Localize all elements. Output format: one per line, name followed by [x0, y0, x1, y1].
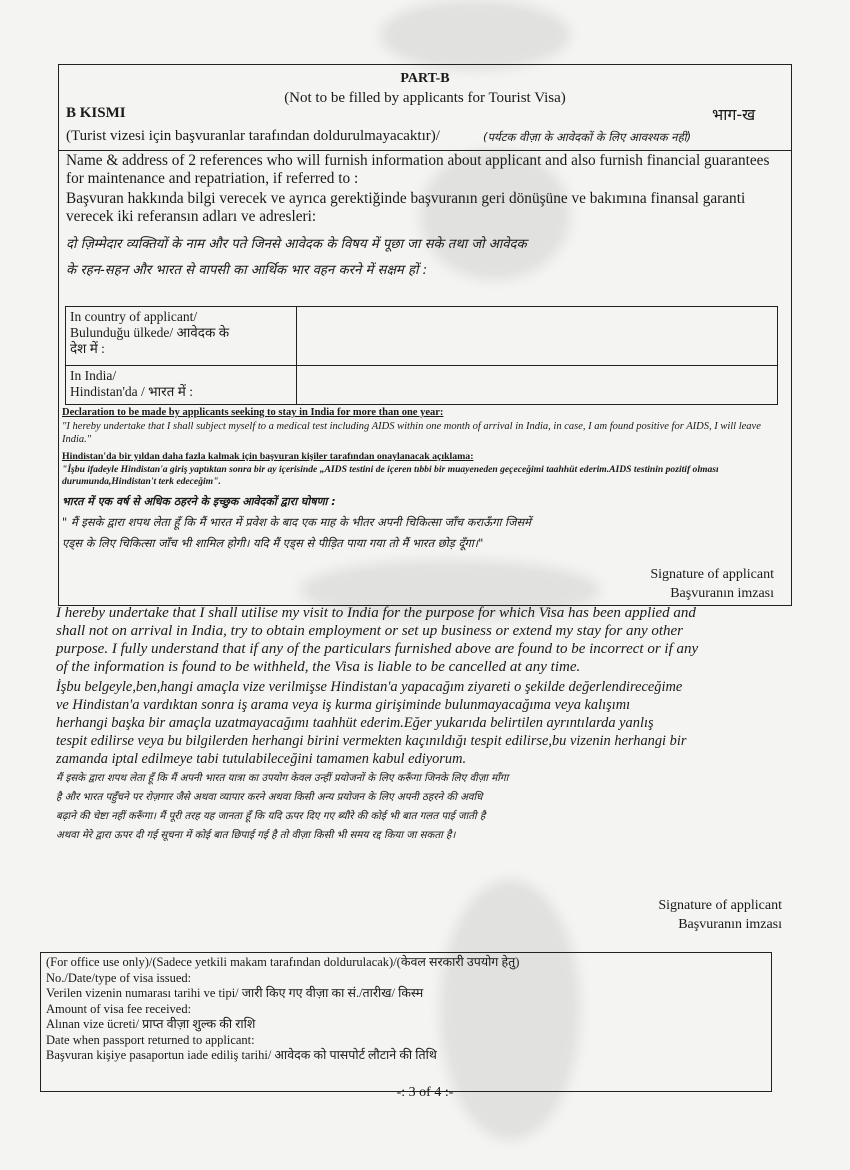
office-visa-fee-label-en: Amount of visa fee received:: [46, 1001, 192, 1016]
part-subtitle-tr: (Turist vizesi için başvuranlar tarafından doldurulmayacaktır)/: [66, 128, 440, 144]
undertaking-hi-line: बढ़ाने की चेष्टा नहीं करूँगा। मैं पूरी तरह यह जानता हूँ कि यदि ऊपर दिए गए ब्यौरे की कोई भी बात गलत पाई जाती है: [56, 811, 486, 822]
reference-value-india[interactable]: [297, 366, 778, 405]
reference-label-home-country: [66, 307, 297, 366]
office-passport-return-label-tr: Başvuran kişiye pasaportun iade ediliş tarihi/ आवेदक को पासपोर्ट लौटाने की तिथि: [46, 1048, 437, 1062]
header-divider: [58, 150, 792, 151]
references-table: [65, 306, 778, 405]
declaration-text-en: "I hereby undertake that I shall subject myself to a medical test including AIDS within one month of arrival in India, in case, I am found positive for AIDS, I will leave India.": [62, 421, 761, 445]
references-intro-en: Name & address of 2 references who will furnish information about applicant and also furnish financial guarantees for maintenance and repatriation, if referred to :: [66, 152, 770, 187]
office-use-heading: (For office use only)/(Sadece yetkili makam tarafından doldurulacak)/(केवल सरकारी उपयोग हेतु): [46, 955, 520, 969]
undertaking-en-line: purpose. I fully understand that if any of the particulars furnished above are found to be incorrect or if any: [56, 641, 699, 657]
undertaking-tr-line: zamanda iptal edilmeye tabi tutulabileceğini tamamen kabul ediyorum.: [56, 751, 467, 767]
undertaking-en-line: I hereby undertake that I shall utilise my visit to India for the purpose for which Visa has been applied and: [56, 605, 696, 621]
part-subtitle-en: (Not to be filled by applicants for Tourist Visa): [284, 90, 566, 106]
part-subtitle-hi: (पर्यटक वीज़ा के आवेदकों के लिए आवश्यक नहीं): [483, 130, 692, 144]
references-intro-hi-1: दो ज़िम्मेदार व्यक्तियों के नाम और पते जिनसे आवेदक के विषय में पूछा जा सके तथा जो आवेदक: [66, 237, 527, 252]
office-visa-fee-label-tr: Alınan vize ücreti/ प्राप्त वीज़ा शुल्क की राशि: [46, 1017, 256, 1031]
declaration-signature-label-en: Signature of applicant: [650, 567, 774, 582]
declaration-text-tr: "İşbu ifadeyle Hindistan'a giriş yaptıktan sonra bir ay içerisinde „AIDS testini de içeren tıbbi bir muayeneden geçeceğimi taahhüt ederim.AIDS testinin pozitif olması durumunda,Hindistan't terk edeceğim".: [62, 464, 719, 487]
undertaking-tr-line: ve Hindistan'a vardıktan sonra iş arama veya iş kurma girişiminde bulunmayacağıma veya kalışımı: [56, 697, 631, 713]
undertaking-en-line: shall not on arrival in India, try to obtain employment or set up business or extend my stay for any other: [56, 623, 684, 639]
references-intro-tr: Başvuran hakkında bilgi verecek ve ayrıca gerektiğinde başvuranın geri dönüşüne ve bakımına finansal garanti verecek iki referansın adları ve adresleri:: [66, 190, 746, 225]
office-visa-number-label-tr: Verilen vizenin numarası tarihi ve tipi/ जारी किए गए वीज़ा का सं./तारीख/ किस्म: [46, 986, 424, 1000]
reference-label-line: Hindistan'da / भारत में :: [70, 384, 193, 399]
scan-smudge: [380, 0, 570, 70]
undertaking-signature-label-tr: Başvuranın imzası: [678, 917, 782, 932]
declaration-title-hi: भारत में एक वर्ष से अधिक ठहरने के इच्छुक आवेदकों द्वारा घोषणा :: [62, 495, 336, 508]
reference-label-line: In India/: [70, 368, 117, 383]
undertaking-hi-line: है और भारत पहुँचने पर रोज़गार जैसे अथवा व्यापार करने अथवा किसी अन्य प्रयोजन के लिए अपनी ठहरने की अवधि: [56, 792, 483, 803]
part-title-hi: भाग-ख: [712, 105, 756, 124]
page-number: -: 3 of 4 :-: [396, 1085, 454, 1100]
part-title-tr: B KISMI: [66, 105, 126, 121]
declaration-signature-block: [650, 565, 774, 603]
office-use-section: [46, 955, 766, 1064]
undertaking-en-line: of the information is found to be withheld, the Visa is liable to be cancelled at any time.: [56, 659, 581, 675]
declaration-title-tr: Hindistan'da bir yıldan daha fazla kalmak için başvuran kişiler tarafından onaylanacak açıklama:: [62, 451, 474, 462]
undertaking-hi-line: अथवा मेरे द्वारा ऊपर दी गई सूचना में कोई बात छिपाई गई है तो वीज़ा किसी भी समय रद्द किया जा सकता है।: [56, 830, 456, 841]
reference-row-india: [66, 366, 778, 405]
part-title: PART-B: [400, 71, 450, 86]
declaration-title-en: Declaration to be made by applicants seeking to stay in India for more than one year:: [62, 407, 444, 418]
reference-value-home-country[interactable]: [297, 307, 778, 366]
office-visa-number-label-en: No./Date/type of visa issued:: [46, 970, 192, 985]
undertaking-tr-line: herhangi başka bir amaçla uzatmayacağımı taahhüt ederim.Eğer yukarıda belirtilen ayrıntılarda yanlış: [56, 715, 654, 731]
undertaking-tr-line: tespit edilirse veya bu bilgilerden herhangi birini vermekten kaçınıldığı tespit edilirse,bu vizenin herhangi bir: [56, 733, 687, 749]
undertaking-signature-label-en: Signature of applicant: [658, 898, 782, 913]
undertaking-tr-line: İşbu belgeyle,ben,hangi amaçla vize verilmişse Hindistan'a yapacağım ziyareti o şekilde değerlendireceğime: [56, 679, 683, 695]
undertaking-hi-line: मैं इसके द्वारा शपथ लेता हूँ कि मैं अपनी भारत यात्रा का उपयोग केवल उन्हीं प्रयोजनों के लिए करूँगा जिनके लिए वीज़ा माँगा: [56, 773, 509, 784]
declaration-text-hi-2: एड्स के लिए चिकित्सा जाँच भी शामिल होगी। यदि मैं एड्स से पीड़ित पाया गया तो मैं भारत छोड़ दूँगा।": [62, 536, 484, 550]
reference-row-home-country: [66, 307, 778, 366]
reference-label-line: Bulunduğu ülkede/ आवेदक के: [70, 325, 230, 340]
reference-label-line: देश में :: [70, 341, 105, 356]
declaration-text-hi-1: " मैं इसके द्वारा शपथ लेता हूँ कि मैं भारत में प्रवेश के बाद एक माह के भीतर अपनी चिकित्सा जाँच कराऊँगा जिसमें: [62, 515, 531, 529]
reference-label-india: [66, 366, 297, 405]
declaration-signature-label-tr: Başvuranın imzası: [670, 586, 774, 601]
office-passport-return-label-en: Date when passport returned to applicant:: [46, 1032, 255, 1047]
undertaking-signature-block: [658, 896, 782, 934]
reference-label-line: In country of applicant/: [70, 309, 198, 324]
references-intro-hi-2: के रहन-सहन और भारत से वापसी का आर्थिक भार वहन करने में सक्षम हों :: [66, 263, 428, 278]
